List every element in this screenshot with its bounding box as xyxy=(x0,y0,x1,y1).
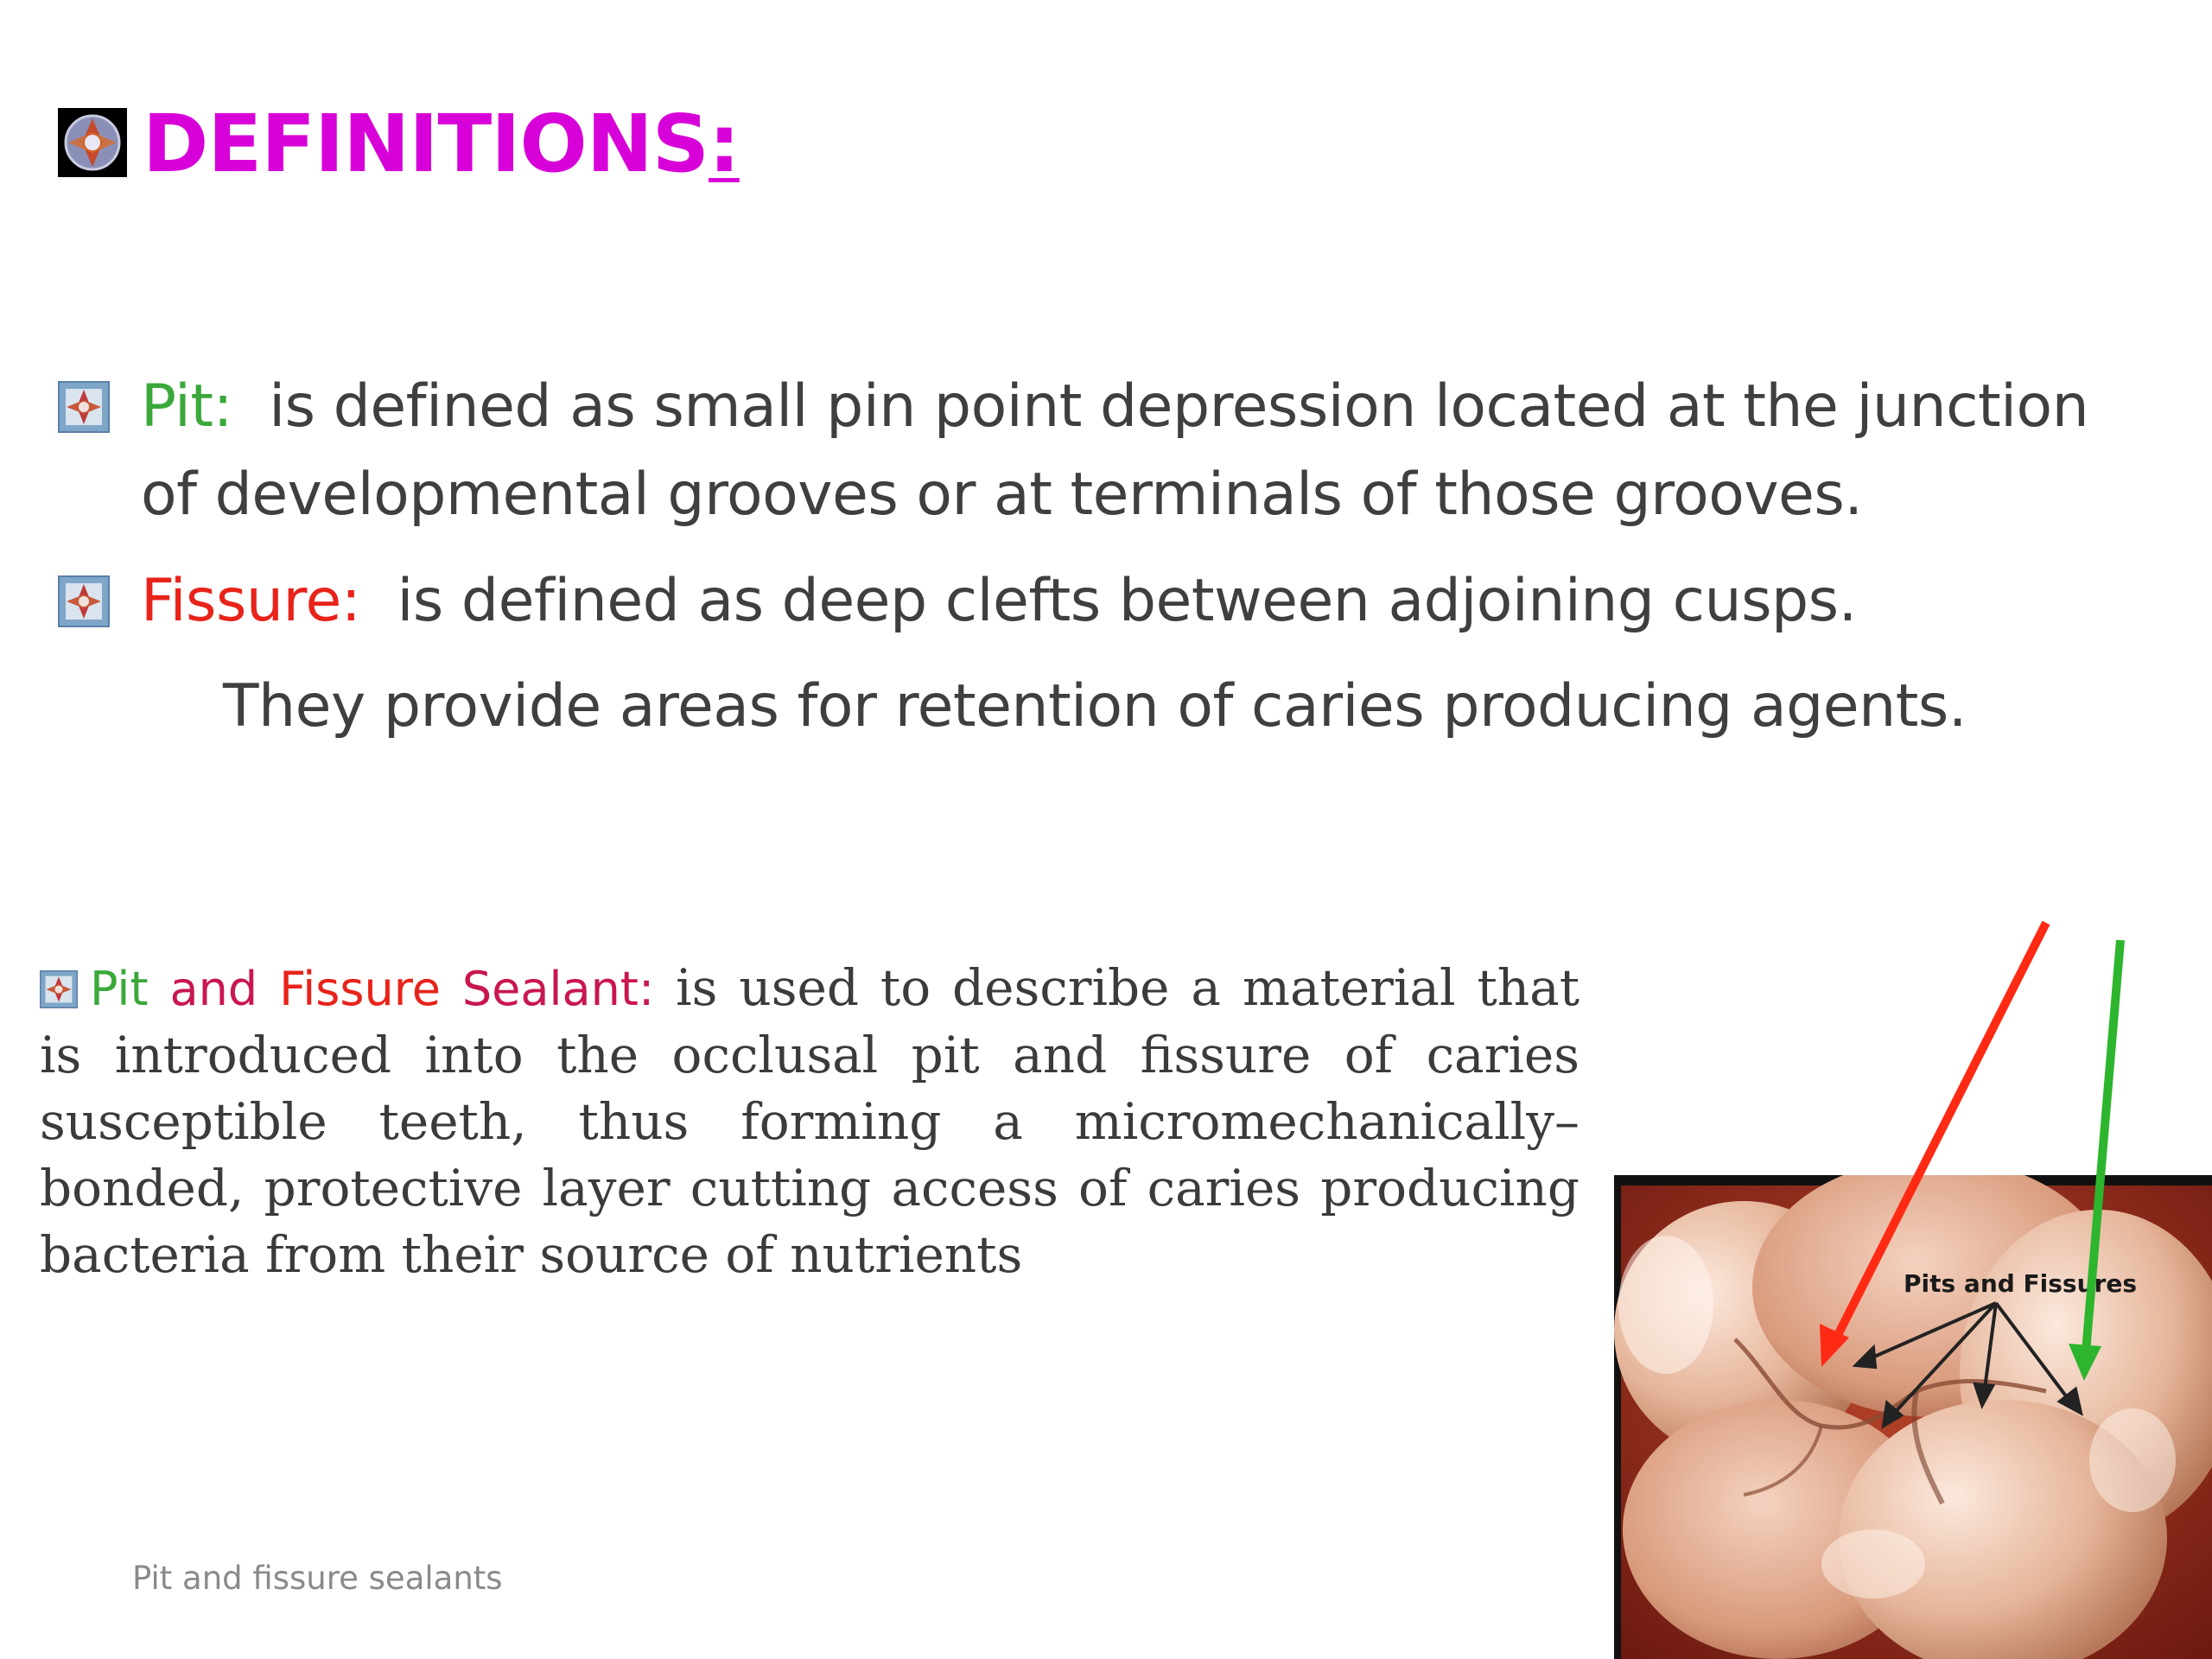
term-pit: Pit xyxy=(141,372,213,441)
definition-pit-text1: is defined as small pin point depression located at the junction xyxy=(232,372,2089,441)
sealant-body: is used to describe a material that is introduced into the occlusal pit and fissure of caries susceptible teeth, thus forming a micromechanically–bonded, protective layer cutting access of caries producing bacteria from their source of nutrients xyxy=(40,958,1580,1284)
slide-title-colon: : xyxy=(708,98,740,190)
sealant-term-and: and xyxy=(169,962,258,1016)
definition-fissure-line2: They provide areas for retention of caries producing agents. xyxy=(223,672,1967,741)
red-arrow xyxy=(1820,923,2046,1367)
term-pit-colon: : xyxy=(213,372,232,441)
green-arrow xyxy=(2069,940,2120,1381)
term-fissure-colon: : xyxy=(340,567,361,635)
definition-pit-line2: of developmental grooves or at terminals of those grooves. xyxy=(141,461,1863,529)
slide-title-text: DEFINITIONS xyxy=(143,98,709,190)
term-fissure: Fissure xyxy=(141,567,341,635)
sealant-term-fissure: Fissure xyxy=(279,962,441,1016)
image-label: Pits and Fissures xyxy=(1904,1269,2137,1298)
sealant-term-pit: Pit xyxy=(90,962,149,1016)
slide-footer: Pit and fissure sealants xyxy=(132,1560,503,1597)
definition-fissure-text1: is defined as deep clefts between adjoining cusps. xyxy=(360,567,1857,635)
sealant-term-sealant: Sealant: xyxy=(461,962,655,1016)
